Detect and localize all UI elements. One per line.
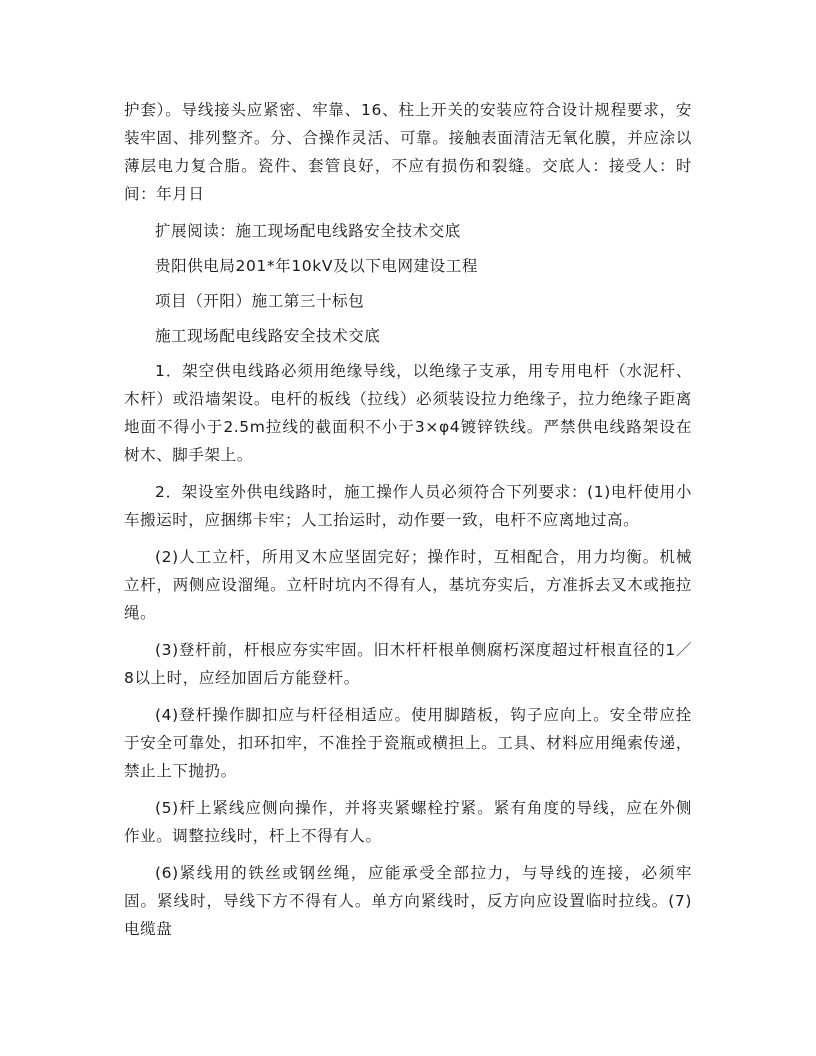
paragraph-item-2-6: (6)紧线用的铁丝或钢丝绳，应能承受全部拉力，与导线的连接，必须牢固。紧线时，导线下方不得有人。单方向紧线时，反方向应设置临时拉线。(7)电缆盘 <box>124 864 692 938</box>
paragraph-document-title: 施工现场配电线路安全技术交底 <box>155 327 381 345</box>
paragraph-item-1: 1．架空供电线路必须用绝缘导线，以绝缘子支承，用专用电杆（水泥杆、木杆）或沿墙架设。电杆的板线（拉线）必须装设拉力绝缘子，拉力绝缘子距离地面不得小于2.5m拉线的截面积不小于3×φ4镀锌铁线。严禁供电线路架设在树木、脚手架上。 <box>124 362 692 464</box>
paragraph-item-2: 2．架设室外供电线路时，施工操作人员必须符合下列要求：(1)电杆使用小车搬运时，应捆绑卡牢；人工抬运时，动作要一致，电杆不应离地过高。 <box>124 483 692 529</box>
paragraph-item-2-5: (5)杆上紧线应侧向操作，并将夹紧螺栓拧紧。紧有角度的导线，应在外侧作业。调整拉线时，杆上不得有人。 <box>124 799 692 845</box>
paragraph-item-2-4: (4)登杆操作脚扣应与杆径相适应。使用脚踏板，钩子应向上。安全带应拴于安全可靠处，扣环扣牢，不准拴于瓷瓶或横担上。工具、材料应用绳索传递，禁止上下抛扔。 <box>124 706 692 780</box>
paragraph-project-section: 项目（开阳）施工第三十标包 <box>155 292 365 310</box>
paragraph-extended-reading: 扩展阅读：施工现场配电线路安全技术交底 <box>155 222 461 240</box>
paragraph-item-2-3: (3)登杆前，杆根应夯实牢固。旧木杆杆根单侧腐朽深度超过杆根直径的1／8以上时，应经加固后方能登杆。 <box>124 641 692 687</box>
document-body <box>124 96 692 952</box>
paragraph-project-title: 贵阳供电局201*年10kV及以下电网建设工程 <box>155 257 478 275</box>
paragraph-continuation: 护套）。导线接头应紧密、牢靠、16、柱上开关的安装应符合设计规程要求，安装牢固、排列整齐。分、合操作灵活、可靠。接触表面清洁无氧化膜，并应涂以薄层电力复合脂。瓷件、套管良好，不应有损伤和裂缝。交底人：接受人：时间：年月日 <box>124 101 692 203</box>
paragraph-item-2-2: (2)人工立杆，所用叉木应坚固完好；操作时，互相配合，用力均衡。机械立杆，两侧应设溜绳。立杆时坑内不得有人，基坑夯实后，方准拆去叉木或拖拉绳。 <box>124 548 692 622</box>
